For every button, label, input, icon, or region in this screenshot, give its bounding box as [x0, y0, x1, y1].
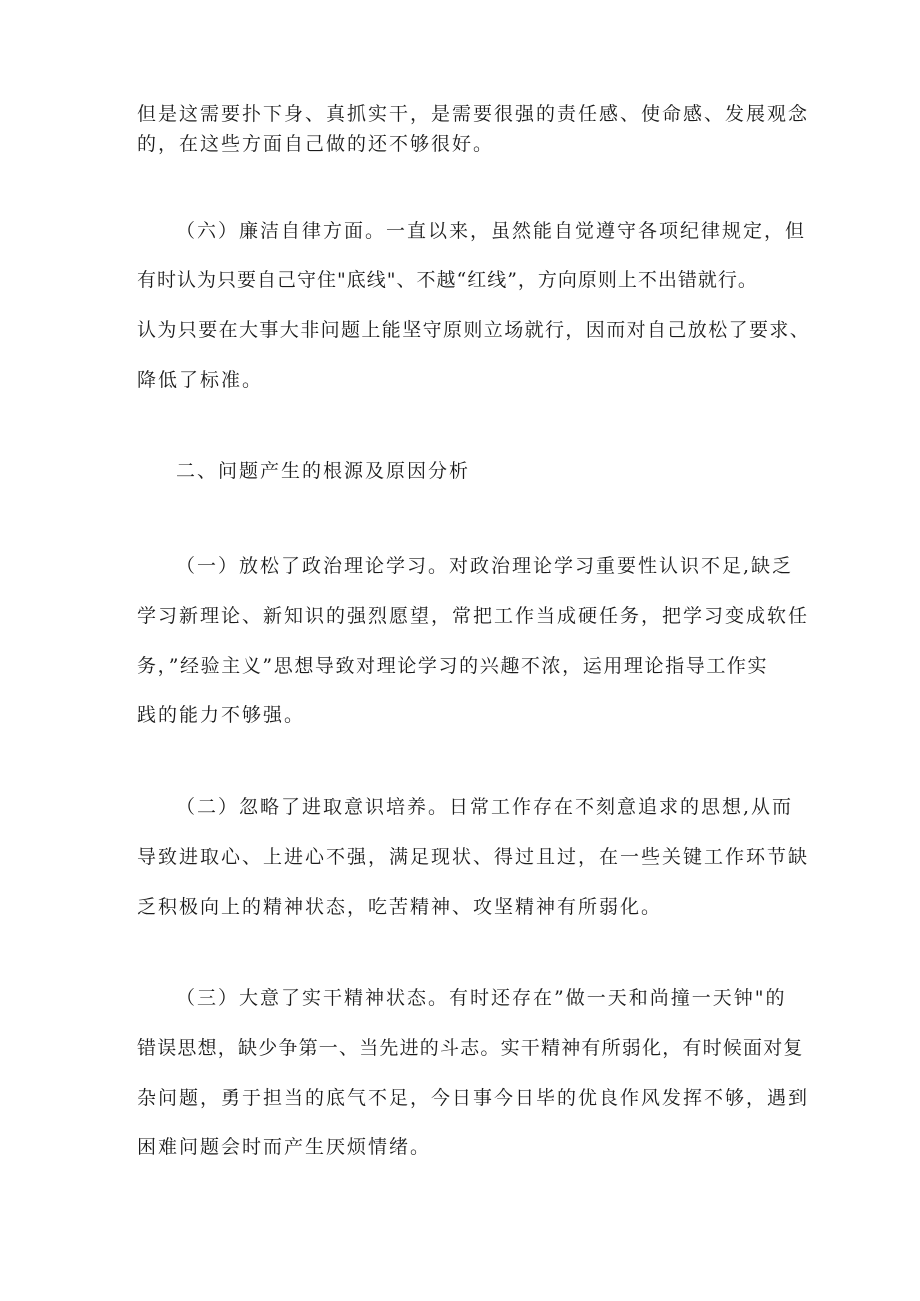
section-heading: 二、问题产生的根源及原因分析 [176, 460, 471, 482]
paragraph-line: 导致进取心、上进心不强，满足现状、得过且过，在一些关键工作环节缺 [137, 846, 810, 868]
paragraph-line: 务，”经验主义”思想导致对理论学习的兴趣不浓，运用理论指导工作实 [137, 655, 769, 677]
paragraph-line: 但是这需要扑下身、真抓实干，是需要很强的责任感、使命感、发展观念 [137, 103, 810, 125]
paragraph-line: 乏积极向上的精神状态，吃苦精神、攻坚精神有所弱化。 [137, 896, 663, 918]
paragraph-line: 错误思想，缺少争第一、当先进的斗志。实干精神有所弱化，有时候面对复 [137, 1037, 804, 1059]
paragraph-line: 有时认为只要自己守住"底线"、不越“红线”，方向原则上不出错就行。 [137, 269, 758, 291]
paragraph-line: 困难问题会时而产生厌烦情绪。 [137, 1136, 432, 1158]
paragraph-line: 杂问题，勇于担当的底气不足，今日事今日毕的优良作风发挥不够，遇到 [137, 1087, 810, 1109]
paragraph-line: 降低了标准。 [137, 369, 264, 391]
paragraph-line: （六）廉洁自律方面。一直以来，虽然能自觉遵守各项纪律规定，但 [176, 220, 807, 242]
paragraph-line: 学习新理论、新知识的强烈愿望，常把工作当成硬任务，把学习变成软任 [137, 605, 810, 627]
paragraph-line: 践的能力不够强。 [137, 704, 306, 726]
paragraph-line: （二）忽略了进取意识培养。日常工作存在不刻意追求的思想,从而 [176, 796, 794, 818]
paragraph-line: （三）大意了实干精神状态。有时还存在”做一天和尚撞一天钟"的 [176, 987, 787, 1009]
paragraph-line: 的，在这些方面自己做的还不够很好。 [137, 133, 495, 155]
paragraph-line: （一）放松了政治理论学习。对政治理论学习重要性认识不足,缺乏 [176, 555, 794, 577]
paragraph-line: 认为只要在大事大非问题上能坚守原则立场就行，因而对自己放松了要求、 [137, 319, 811, 341]
